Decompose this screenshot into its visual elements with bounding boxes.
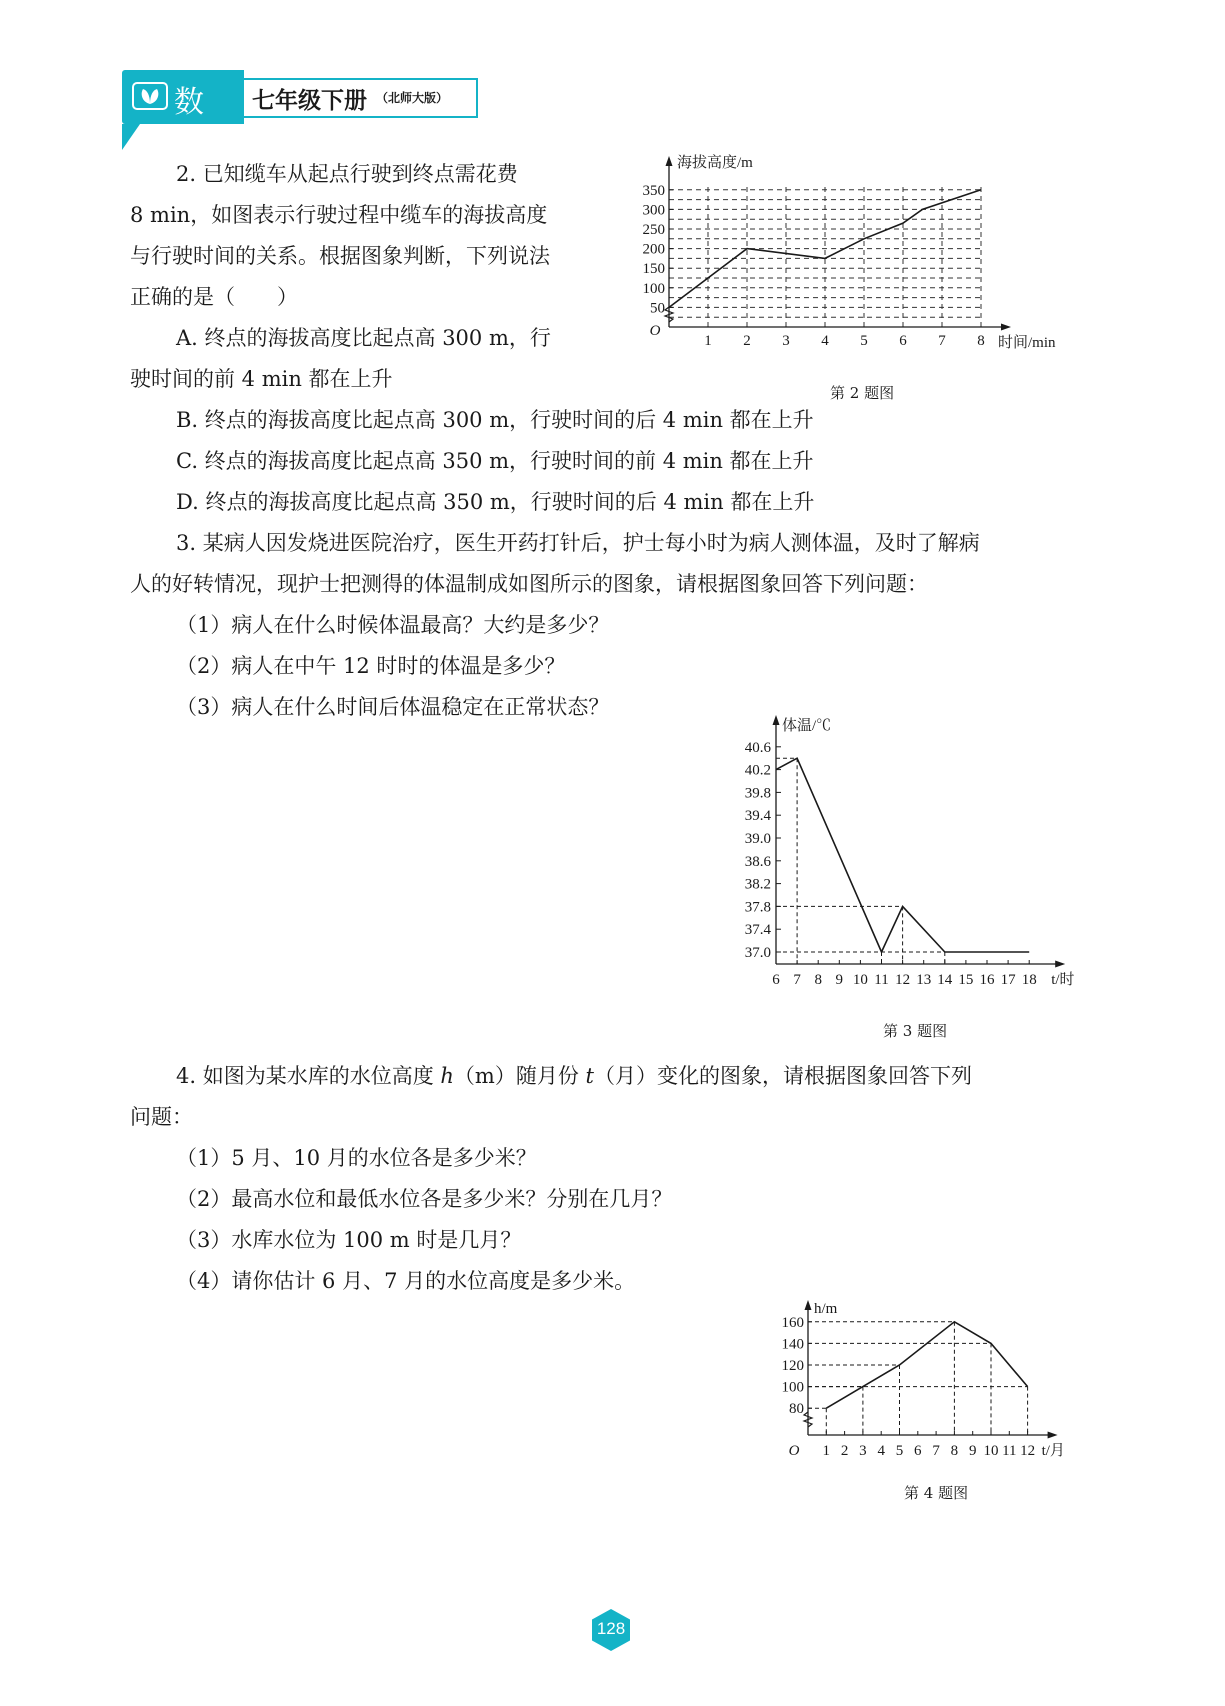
q2-stem-line: 正确的是（ ） [130,285,298,309]
y-tick-label: 250 [642,222,665,238]
y-tick-label: 38.6 [744,853,771,870]
x-tick-label: 6 [772,972,780,988]
x-axis-label: 时间/min [998,335,1056,351]
page-number: 128 [596,1619,626,1638]
tab-corner [122,124,140,150]
chart-q3 [735,712,1095,1012]
y-axis-arrow [773,715,780,725]
x-tick-label: 7 [932,1443,940,1459]
x-tick-label: 15 [958,972,974,988]
x-axis-label: t/时 [1051,972,1075,988]
q3-stem-line: 人的好转情况，现护士把测得的体温制成如图所示的图象，请根据图象回答下列问题： [130,572,928,596]
q4-sub-question: （1）5 月、10 月的水位各是多少米？ [176,1146,537,1170]
y-tick-label: 80 [789,1401,804,1418]
x-tick-label: 10 [852,972,868,988]
q2-option-a: A. 终点的海拔高度比起点高 300 m，行 [176,326,551,350]
x-axis-arrow [1001,324,1011,331]
x-tick-label: 14 [937,972,953,988]
q2-option-d: D. 终点的海拔高度比起点高 350 m，行驶时间的后 4 min 都在上升 [176,490,815,514]
y-tick-label: 140 [781,1336,804,1353]
q2-stem-line: 8 min，如图表示行驶过程中缆车的海拔高度 [130,203,548,227]
y-tick-label: 39.0 [744,831,771,847]
x-axis-label: t/月 [1041,1443,1065,1459]
x-tick-label: 8 [814,972,822,988]
x-tick-label: 11 [874,972,889,988]
x-tick-label: 4 [821,333,829,349]
chart-q2-caption: 第 2 题图 [830,384,895,402]
x-tick-label: 18 [1021,972,1037,988]
y-tick-label: 120 [781,1358,804,1374]
q4-stem-line: 问题： [130,1105,193,1129]
x-tick-label: 3 [859,1443,867,1459]
y-axis-label: 体温/℃ [782,718,832,734]
y-tick-label: 40.6 [744,739,771,756]
edition-label: （北师大版） [376,91,449,105]
x-tick-label: 2 [840,1443,849,1459]
y-tick-label: 39.4 [744,808,771,825]
book-title-box [244,78,478,118]
x-tick-label: 8 [950,1443,959,1459]
page-number-badge [589,1608,633,1652]
q3-sub-question: （2）病人在中午 12 时时的体温是多少？ [176,654,566,678]
chart-q4 [780,1298,1100,1478]
x-tick-label: 9 [968,1443,977,1459]
y-tick-label: 200 [642,241,665,258]
x-tick-label: 13 [916,972,932,988]
origin-label: O [788,1443,800,1459]
x-tick-label: 2 [743,333,751,349]
origin-label: O [649,323,661,339]
y-axis-label: 海拔高度/m [677,155,753,171]
q3-sub-question: （3）病人在什么时间后体温稳定在正常状态？ [176,695,610,719]
y-tick-label: 37.0 [744,945,771,961]
q2-stem-line: 2. 已知缆车从起点行驶到终点需花费 [176,162,518,186]
x-tick-label: 5 [895,1443,904,1459]
x-tick-label: 8 [977,333,985,349]
q4-stem-line: 4. 如图为某水库的水位高度 h（m）随月份 t（月）变化的图象，请根据图象回答下列 [176,1064,972,1088]
y-axis-arrow [666,156,673,166]
q2-option-a-cont: 驶时间的前 4 min 都在上升 [130,367,393,391]
y-tick-label: 39.8 [744,785,771,802]
y-tick-label: 38.2 [744,876,771,893]
q2-stem-line: 与行驶时间的关系。根据图象判断，下列说法 [130,244,550,268]
leaf-icon [132,82,168,110]
water-level-line [826,1322,1027,1408]
y-tick-label: 37.4 [744,922,771,939]
y-axis-arrow [805,1300,812,1310]
y-tick-label: 350 [642,182,665,199]
y-tick-label: 37.8 [744,899,771,916]
q4-sub-question: （3）水库水位为 100 m 时是几月？ [176,1228,522,1252]
x-tick-label: 17 [1000,972,1016,988]
chart-q3-caption: 第 3 题图 [883,1022,948,1040]
y-tick-label: 50 [650,300,665,317]
y-tick-label: 100 [781,1379,804,1396]
y-tick-label: 160 [781,1314,804,1331]
x-tick-label: 10 [983,1443,999,1459]
x-tick-label: 1 [822,1443,831,1459]
grade-title: 七年级下册 [252,88,367,114]
x-axis-arrow [1055,961,1065,968]
x-tick-label: 6 [899,333,907,349]
x-tick-label: 9 [835,972,844,988]
x-tick-label: 16 [979,972,995,988]
x-tick-label: 3 [782,333,790,349]
x-axis-arrow [1048,1432,1058,1439]
x-tick-label: 1 [704,333,712,349]
x-tick-label: 6 [914,1443,922,1459]
x-tick-label: 12 [895,972,911,988]
y-tick-label: 100 [642,280,665,297]
x-tick-label: 7 [938,333,946,349]
q4-sub-question: （2）最高水位和最低水位各是多少米？分别在几月？ [176,1187,673,1211]
y-axis-label: h/m [814,1301,838,1317]
q4-sub-question: （4）请你估计 6 月、7 月的水位高度是多少米。 [176,1269,636,1293]
x-tick-label: 5 [860,333,868,349]
q3-stem-line: 3. 某病人因发烧进医院治疗，医生开药打针后，护士每小时为病人测体温，及时了解病 [176,531,980,555]
chart-q4-caption: 第 4 题图 [904,1484,969,1502]
subject-title: 数学 [174,85,205,164]
x-tick-label: 12 [1020,1443,1036,1459]
q2-option-c: C. 终点的海拔高度比起点高 350 m，行驶时间的前 4 min 都在上升 [176,449,814,473]
x-tick-label: 4 [877,1443,885,1459]
q2-option-b: B. 终点的海拔高度比起点高 300 m，行驶时间的后 4 min 都在上升 [176,408,814,432]
y-tick-label: 300 [642,202,665,219]
x-tick-label: 7 [793,972,801,988]
y-tick-label: 150 [642,261,665,278]
x-tick-label: 11 [1002,1443,1017,1459]
q3-sub-question: （1）病人在什么时候体温最高？大约是多少？ [176,613,610,637]
y-tick-label: 40.2 [744,762,771,779]
chart-q2 [642,152,1110,382]
